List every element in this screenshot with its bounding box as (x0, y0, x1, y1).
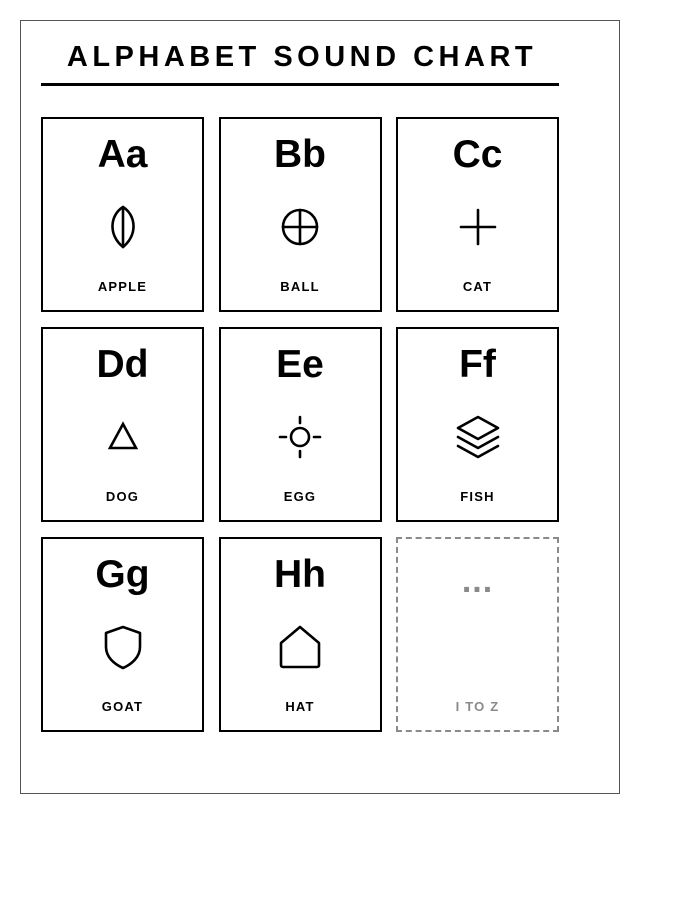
card-word: GOAT (101, 699, 144, 714)
card-word: DOG (105, 489, 140, 504)
letter-card-f (396, 327, 559, 522)
card-letter: Cc (452, 133, 503, 176)
card-word: EGG (283, 489, 317, 504)
card-word: CAT (462, 279, 493, 294)
letter-card-g (41, 537, 204, 732)
card-letter: Dd (96, 343, 149, 386)
house-icon (276, 623, 324, 671)
ellipsis-icon: ... (461, 562, 494, 600)
card-letter: Aa (97, 133, 148, 176)
letter-card-a (41, 117, 204, 312)
letter-card-e (219, 327, 382, 522)
card-word: HAT (285, 699, 315, 714)
shield-icon (99, 623, 147, 671)
letter-card-d (41, 327, 204, 522)
card-word: I TO Z (455, 699, 500, 714)
card-word: APPLE (97, 279, 148, 294)
card-letter: Hh (274, 553, 326, 596)
layers-icon (454, 413, 502, 461)
card-letter: Ff (459, 343, 496, 386)
plus-icon (454, 203, 502, 251)
letter-card-h (219, 537, 382, 732)
placeholder-card-i-to-z (396, 537, 559, 732)
card-letter: Gg (95, 553, 150, 596)
title-underline (41, 83, 559, 86)
sun-icon (276, 413, 324, 461)
page-title: ALPHABET SOUND CHART (66, 41, 538, 73)
card-word: FISH (460, 489, 495, 504)
triangle-icon (99, 413, 147, 461)
letter-grid (41, 117, 559, 732)
card-letter: Ee (276, 343, 324, 386)
letter-card-b (219, 117, 382, 312)
card-word: BALL (280, 279, 320, 294)
leaf-icon (99, 203, 147, 251)
letter-card-c (396, 117, 559, 312)
card-letter: Bb (274, 133, 326, 176)
circle-crosshair-icon (276, 203, 324, 251)
